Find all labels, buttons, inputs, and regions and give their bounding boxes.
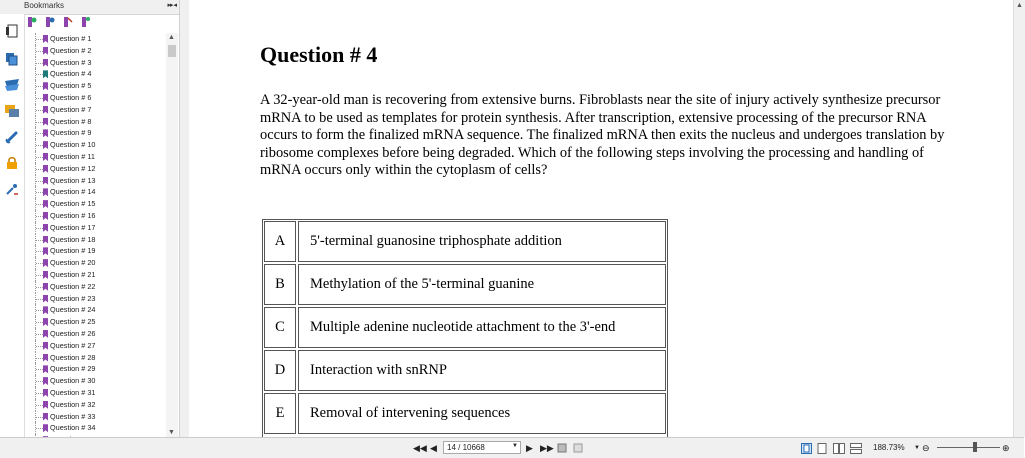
bookmark-icon bbox=[43, 177, 48, 185]
bookmark-item[interactable] bbox=[26, 352, 166, 364]
answer-text: Interaction with snRNP bbox=[298, 350, 666, 391]
bookmark-label: Question # 22 bbox=[50, 281, 96, 291]
bookmark-item[interactable] bbox=[26, 186, 166, 198]
question-stem: A 32-year-old man is recovering from extensive burns. Fibroblasts near the site of injury actively synthesize precursor mRNA to be used as templates for protein synthesis. After transcription, extensive processing of the precursor RNA occurs to form the finalized mRNA sequence. The finalized mRNA then exits the nucleus and undergoes translation by ribosome complexes before being degraded. Which of the following steps involving the processing and handling of mRNA occurs only within the cytoplasm of cells? bbox=[260, 92, 945, 178]
attachments-icon[interactable] bbox=[3, 76, 21, 94]
bookmark-item[interactable] bbox=[26, 198, 166, 210]
bookmark-icon bbox=[43, 283, 48, 291]
bookmark-icon bbox=[43, 129, 48, 137]
bookmark-icon bbox=[43, 318, 48, 326]
signatures-icon[interactable] bbox=[3, 180, 21, 198]
bookmark-icon bbox=[43, 259, 48, 267]
bookmark-icon bbox=[43, 401, 48, 409]
bookmark-item[interactable] bbox=[26, 340, 166, 352]
bookmark-icon bbox=[43, 212, 48, 220]
bookmarks-toolbar bbox=[26, 16, 92, 30]
bookmark-label: Question # 8 bbox=[50, 116, 92, 126]
bookmark-icon bbox=[43, 306, 48, 314]
bookmark-item[interactable] bbox=[26, 245, 166, 257]
bookmark-label: Question # 5 bbox=[50, 81, 92, 91]
bookmark-label: Question # 13 bbox=[50, 175, 96, 185]
bookmark-label: Question # 14 bbox=[50, 187, 96, 197]
bookmark-label: Question # 11 bbox=[50, 151, 95, 161]
answer-letter: D bbox=[264, 350, 296, 391]
answer-letter: A bbox=[264, 221, 296, 262]
bookmark-icon bbox=[43, 236, 48, 244]
bookmark-icon bbox=[43, 413, 48, 421]
zoom-level[interactable]: 188.73% bbox=[873, 443, 905, 452]
pages-icon[interactable] bbox=[3, 22, 21, 40]
zoom-in-button[interactable]: ⊕ bbox=[1002, 442, 1010, 453]
bookmark-icon bbox=[43, 141, 48, 149]
bookmark-icon bbox=[43, 82, 48, 90]
zoom-slider[interactable] bbox=[937, 447, 1000, 448]
bookmark-item[interactable] bbox=[26, 422, 166, 434]
bookmark-icon bbox=[43, 271, 48, 279]
facing-view-icon[interactable] bbox=[833, 442, 845, 454]
previous-page-button[interactable]: ◀ bbox=[430, 442, 437, 453]
bookmark-item[interactable] bbox=[26, 210, 166, 222]
previous-view-icon[interactable] bbox=[557, 442, 567, 454]
bookmark-icon bbox=[43, 247, 48, 255]
zoom-slider-thumb[interactable] bbox=[973, 442, 977, 452]
bookmark-label: Question # 1 bbox=[50, 34, 92, 43]
bookmark-icon bbox=[43, 424, 48, 432]
bookmark-item[interactable] bbox=[26, 411, 166, 423]
bookmark-label: Question # 32 bbox=[50, 399, 96, 409]
bookmark-item[interactable] bbox=[26, 375, 166, 387]
question-title: Question # 4 bbox=[260, 42, 378, 67]
page-number-value: 14 / 10668 bbox=[447, 443, 485, 452]
zoom-out-button[interactable]: ⊖ bbox=[922, 442, 930, 453]
bookmark-icon bbox=[43, 118, 48, 126]
bookmark-label: Question # 30 bbox=[50, 376, 96, 386]
bookmark-icon bbox=[43, 94, 48, 102]
bookmark-item[interactable] bbox=[26, 222, 166, 234]
answer-letter: C bbox=[264, 307, 296, 348]
bookmark-icon bbox=[43, 165, 48, 173]
single-page-view-icon[interactable] bbox=[801, 442, 812, 454]
bookmark-label: Question # 21 bbox=[50, 269, 96, 279]
bookmarks-panel-title: Bookmarks bbox=[24, 1, 65, 10]
bookmark-icon bbox=[43, 224, 48, 232]
bookmark-icon bbox=[43, 106, 48, 114]
answer-text: 5'-terminal guanosine triphosphate addition bbox=[298, 221, 666, 262]
bookmark-item[interactable] bbox=[26, 92, 166, 104]
bookmark-label: Question # 19 bbox=[50, 246, 96, 256]
bookmark-icon bbox=[43, 295, 48, 303]
panel-collapse-button[interactable]: ▸▸ ◂ bbox=[167, 2, 176, 9]
next-page-button[interactable]: ▶ bbox=[526, 442, 533, 453]
bookmark-item[interactable] bbox=[26, 68, 166, 80]
bookmark-label: Question # 18 bbox=[50, 234, 96, 244]
bookmark-label: Question # 23 bbox=[50, 293, 96, 303]
answer-option bbox=[264, 221, 666, 262]
bookmark-icon bbox=[43, 70, 48, 78]
bookmark-item[interactable] bbox=[26, 127, 166, 139]
answer-text: Multiple adenine nucleotide attachment to the 3'-end bbox=[298, 307, 666, 348]
bookmark-label: Question # 12 bbox=[50, 163, 96, 173]
page-dropdown-icon[interactable]: ▼ bbox=[512, 443, 518, 449]
answer-text: Methylation of the 5'-terminal guanine bbox=[298, 264, 666, 305]
bookmark-icon bbox=[43, 153, 48, 161]
answer-option bbox=[264, 350, 666, 391]
bookmark-label: Question # 28 bbox=[50, 352, 96, 362]
bookmark-label: Question # 17 bbox=[50, 222, 96, 232]
bookmark-item[interactable] bbox=[26, 163, 166, 175]
bookmarks-panel bbox=[0, 0, 189, 437]
bookmark-icon bbox=[43, 188, 48, 196]
new-bookmark-icon[interactable] bbox=[26, 16, 38, 28]
bookmark-icon bbox=[43, 330, 48, 338]
bookmark-label: Question # 3 bbox=[50, 57, 92, 67]
document-view bbox=[189, 0, 1013, 437]
zoom-dropdown-icon[interactable]: ▼ bbox=[914, 445, 920, 451]
bookmark-label: Question # 26 bbox=[50, 328, 96, 338]
bookmark-icon bbox=[43, 377, 48, 385]
document-scrollbar[interactable]: ▲ bbox=[1013, 0, 1025, 437]
page-number-input[interactable] bbox=[443, 441, 521, 454]
bookmark-item[interactable] bbox=[26, 175, 166, 187]
answer-option bbox=[264, 264, 666, 305]
expand-bookmark-icon[interactable] bbox=[44, 16, 56, 28]
status-bar bbox=[0, 437, 1024, 458]
bookmark-item[interactable] bbox=[26, 139, 166, 151]
security-icon[interactable] bbox=[3, 154, 21, 172]
bookmark-item[interactable] bbox=[26, 304, 166, 316]
bookmark-item[interactable] bbox=[26, 316, 166, 328]
bookmark-label: Question # 24 bbox=[50, 305, 96, 315]
answer-option bbox=[264, 393, 666, 434]
answer-letter: B bbox=[264, 264, 296, 305]
bookmark-icon bbox=[43, 342, 48, 350]
bookmark-label: Question # 2 bbox=[50, 45, 92, 55]
bookmark-item[interactable] bbox=[26, 387, 166, 399]
bookmark-item[interactable] bbox=[26, 257, 166, 269]
answer-table bbox=[262, 219, 668, 438]
bookmark-label: Question # 7 bbox=[50, 104, 92, 114]
bookmark-icon bbox=[43, 354, 48, 362]
bookmark-icon bbox=[43, 47, 48, 55]
bookmark-label: Question # 31 bbox=[50, 387, 96, 397]
delete-bookmark-icon[interactable] bbox=[62, 16, 74, 28]
bookmark-item[interactable] bbox=[26, 399, 166, 411]
bookmark-item[interactable] bbox=[26, 57, 166, 69]
layers-icon[interactable] bbox=[3, 50, 21, 68]
bookmark-item[interactable] bbox=[26, 33, 166, 45]
bookmark-item[interactable] bbox=[26, 80, 166, 92]
bookmark-item[interactable] bbox=[26, 328, 166, 340]
continuous-facing-view-icon[interactable] bbox=[850, 442, 862, 454]
bookmark-label: Question # 4 bbox=[50, 69, 92, 79]
bookmark-item[interactable] bbox=[26, 104, 166, 116]
bookmark-item[interactable] bbox=[26, 281, 166, 293]
next-view-icon[interactable] bbox=[573, 442, 583, 454]
bookmark-label: Question # 6 bbox=[50, 92, 92, 102]
bookmark-item[interactable] bbox=[26, 116, 166, 128]
bookmark-item[interactable] bbox=[26, 45, 166, 57]
bookmark-options-icon[interactable] bbox=[80, 16, 92, 28]
links-icon[interactable] bbox=[3, 128, 21, 146]
answer-text: Removal of intervening sequences bbox=[298, 393, 666, 434]
answer-option bbox=[264, 307, 666, 348]
bookmark-item[interactable] bbox=[26, 293, 166, 305]
bookmark-icon bbox=[43, 389, 48, 397]
bookmark-icon bbox=[43, 200, 48, 208]
continuous-view-icon[interactable] bbox=[817, 442, 827, 454]
panel-splitter[interactable] bbox=[179, 0, 189, 437]
bookmark-label: Question # 15 bbox=[50, 199, 96, 209]
bookmark-label: Question # 33 bbox=[50, 411, 96, 421]
answer-letter: E bbox=[264, 393, 296, 434]
bookmarks-panel-header bbox=[0, 0, 186, 15]
bookmark-item[interactable] bbox=[26, 151, 166, 163]
navigation-icon-strip bbox=[0, 14, 25, 437]
bookmark-label: Question # 27 bbox=[50, 340, 96, 350]
bookmark-label: Question # 10 bbox=[50, 140, 96, 150]
first-page-button[interactable]: ◀◀ bbox=[413, 442, 427, 453]
bookmark-icon bbox=[43, 365, 48, 373]
bookmark-label: Question # 25 bbox=[50, 317, 96, 327]
bookmark-list-scrollbar[interactable]: ▲ ▼ bbox=[166, 33, 178, 437]
bookmark-icon bbox=[43, 59, 48, 67]
bookmark-item[interactable] bbox=[26, 363, 166, 375]
bookmark-label: Question # 9 bbox=[50, 128, 92, 138]
bookmark-label: Question # 16 bbox=[50, 210, 96, 220]
bookmark-label: Question # 20 bbox=[50, 258, 96, 268]
bookmark-item[interactable] bbox=[26, 269, 166, 281]
bookmark-icon bbox=[43, 35, 48, 43]
bookmark-list bbox=[26, 33, 166, 437]
last-page-button[interactable]: ▶▶ bbox=[540, 442, 554, 453]
comments-icon[interactable] bbox=[3, 102, 21, 120]
bookmark-item[interactable] bbox=[26, 234, 166, 246]
bookmark-label: Question # 34 bbox=[50, 423, 96, 433]
bookmark-label: Question # 29 bbox=[50, 364, 96, 374]
